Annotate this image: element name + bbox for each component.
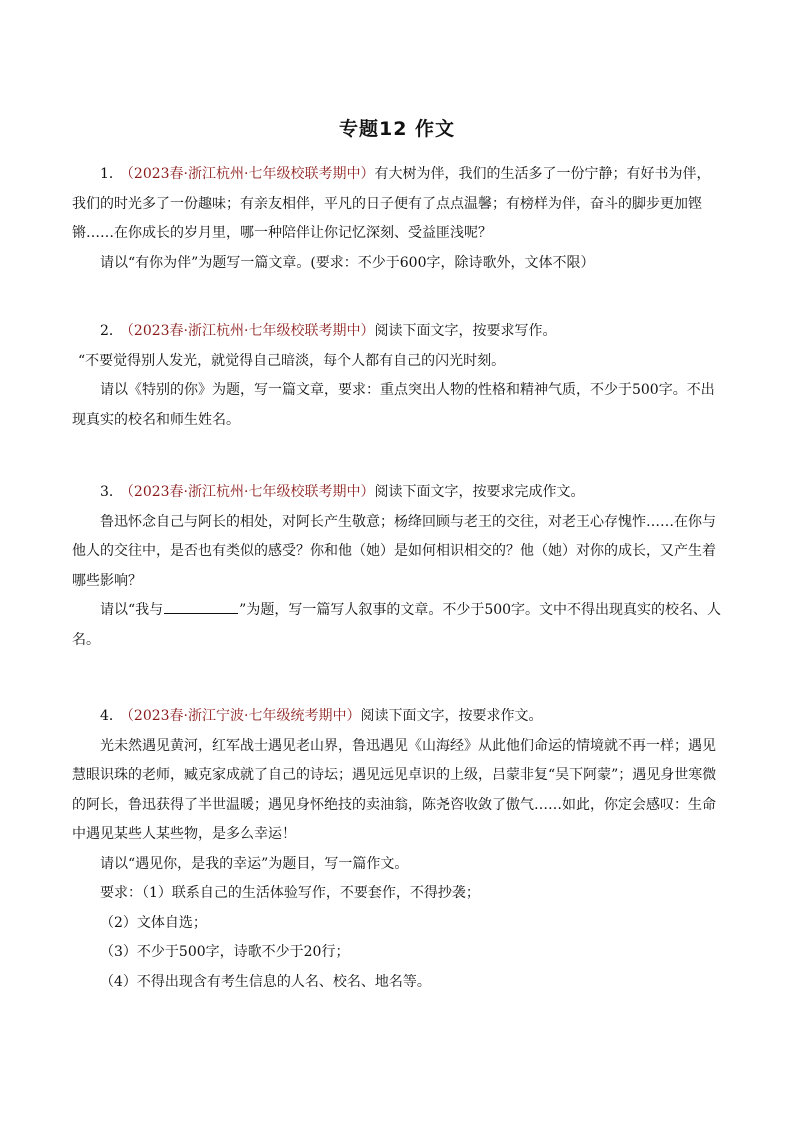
- question-2: [72, 317, 724, 435]
- question-source: （2023春·浙江杭州·七年级校联考期中）: [126, 323, 375, 339]
- requirement-4: （4）不得出现含有考生信息的人名、校名、地名等。: [100, 973, 431, 990]
- requirement-3: （3）不少于500字，诗歌不少于20行；: [100, 944, 350, 960]
- question-task: 请以“遇见你，是我的幸运”为题目，写一篇作文。: [100, 855, 409, 872]
- page-title: 专题12 作文: [338, 118, 456, 140]
- question-task: [72, 596, 724, 655]
- task-suffix: ”为题，写一篇写人叙事的文章。不少于500字。文中不得出现真实的校名、人名。: [72, 602, 722, 648]
- question-3-lead: [72, 478, 724, 508]
- question-text: 阅读下面文字，按要求写作。: [374, 323, 557, 339]
- question-text: 阅读下面文字，按要求作文。: [360, 708, 543, 724]
- question-source: （2023春·浙江宁波·七年级统考期中）: [126, 708, 361, 724]
- question-text: 阅读下面文字，按要求完成作文。: [374, 484, 585, 500]
- question-2-lead: [72, 317, 724, 347]
- question-number: 3．: [100, 484, 123, 500]
- question-number: 1．: [100, 166, 123, 182]
- question-number: 2．: [100, 323, 123, 339]
- question-body: 光未然遇见黄河，红军战士遇见老山界，鲁迅遇见《山海经》从此他们命运的情境就不再一样；遇见慧眼识珠的老师，臧克家成就了自己的诗坛；遇见远见卓识的上级，吕蒙非复“吴下阿蒙”；遇见身世寒微的阿长，鲁迅获得了半世温暖；遇见身怀绝技的卖油翁，陈尧咨收敛了傲气……如此，你定会感叹：生命中遇见某些人某些物，是多么幸运！: [72, 737, 717, 842]
- task-prefix: 请以“我与: [100, 602, 164, 618]
- question-1-lead: [72, 160, 724, 249]
- question-task: 请以《特别的你》为题，写一篇文章，要求：重点突出人物的性格和精神气质，不少于500字。不出现真实的校名和师生姓名。: [72, 382, 715, 428]
- fill-blank: [164, 599, 238, 614]
- question-1: [72, 160, 724, 278]
- requirement-1: 要求：（1）联系自己的生活体验写作，不要套作，不得抄袭；: [100, 885, 480, 901]
- question-source: （2023春·浙江杭州·七年级校联考期中）: [126, 166, 375, 182]
- requirement-2: （2）文体自选；: [100, 914, 207, 931]
- question-4-lead: [72, 702, 724, 732]
- question-text: 有大树为伴，我们的生活多了一份宁静；有好书为伴，我们的时光多了一份趣味；有亲友相伴，平凡的日子便有了点点温馨；有榜样为伴，奋斗的脚步更加铿锵……在你成长的岁月里，哪一种陪伴让你记忆深刻、受益匪浅呢？: [72, 166, 711, 241]
- question-number: 4．: [100, 708, 123, 724]
- question-source: （2023春·浙江杭州·七年级校联考期中）: [126, 484, 375, 500]
- question-body: 鲁迅怀念自己与阿长的相处，对阿长产生敬意；杨绛回顾与老王的交往，对老王心存愧怍……在你与他人的交往中，是否也有类似的感受？你和他（她）是如何相识相交的？他（她）对你的成长，又产生着哪些影响？: [72, 513, 716, 589]
- question-3: [72, 478, 724, 655]
- question-quote: “不要觉得别人发光，就觉得自己暗淡，每个人都有自己的闪光时刻。: [78, 352, 506, 369]
- question-task: 请以“有你为伴”为题写一篇文章。(要求：不少于600字，除诗歌外，文体不限）: [100, 254, 595, 271]
- question-4: [72, 702, 724, 997]
